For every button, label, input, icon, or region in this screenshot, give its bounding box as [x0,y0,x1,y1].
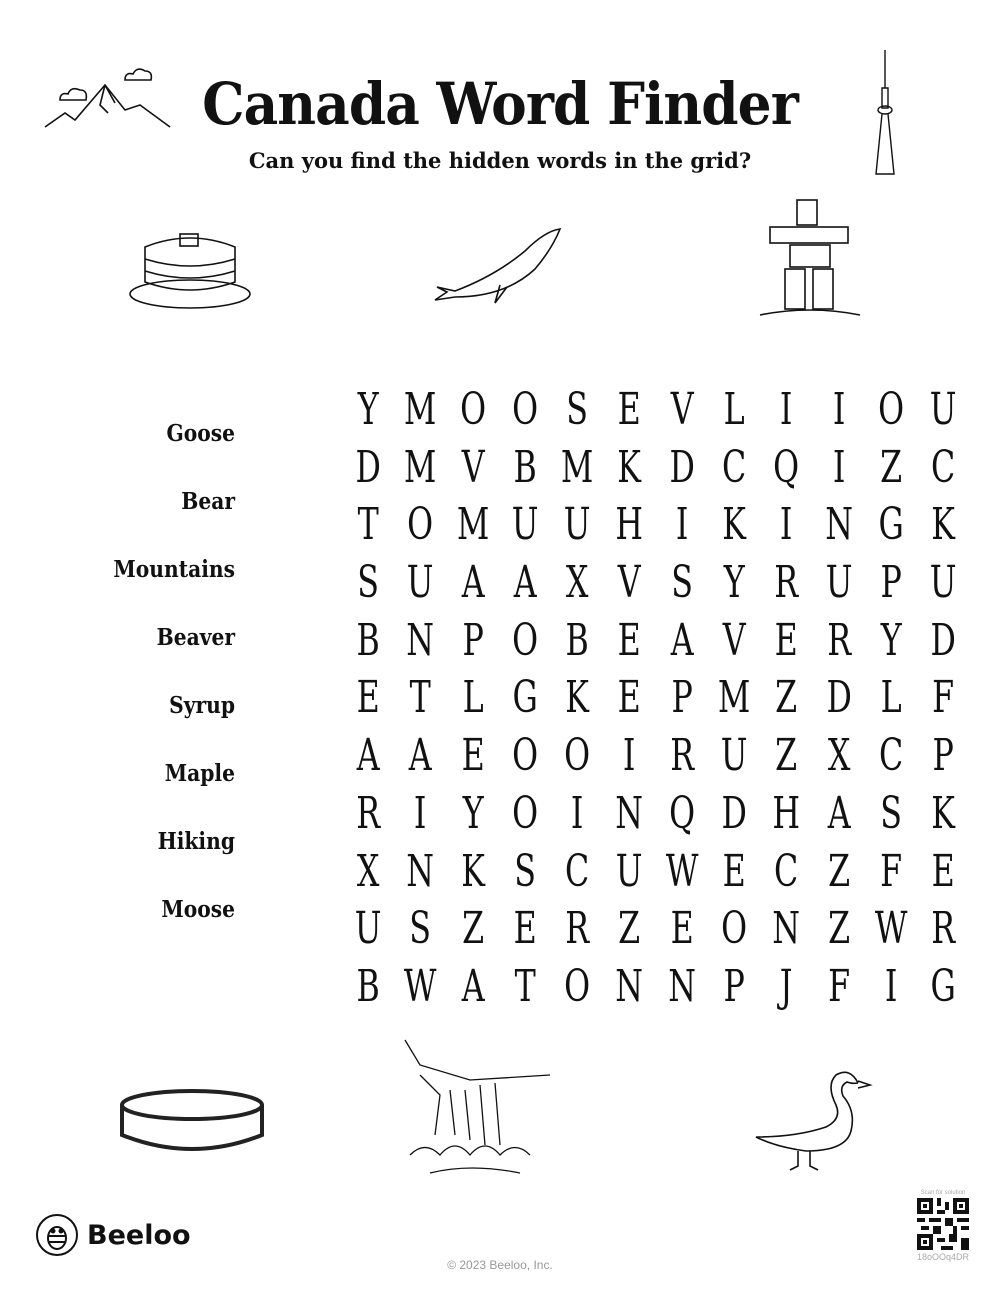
grid-letter[interactable]: N [615,787,644,839]
grid-letter[interactable]: I [780,384,793,435]
grid-letter[interactable]: K [931,499,956,551]
grid-letter[interactable]: N [772,903,801,955]
grid-letter[interactable]: K [617,441,642,493]
grid-letter[interactable]: D [826,672,852,724]
grid-letter[interactable]: C [565,845,590,897]
grid-letter[interactable]: E [618,384,642,435]
grid-letter[interactable]: E [356,672,380,724]
grid-letter[interactable]: P [880,557,902,609]
grid-letter[interactable]: M [456,499,489,551]
grid-letter[interactable]: R [826,614,851,666]
goose-icon [748,1063,873,1173]
grid-letter[interactable]: W [874,903,908,955]
word-list-item: Syrup [169,692,235,719]
grid-letter[interactable]: Y [880,614,902,666]
grid-letter[interactable]: R [931,903,956,955]
letter-grid [342,385,970,1020]
grid-letter[interactable]: E [931,845,955,897]
grid-letter[interactable]: E [722,845,746,897]
grid-letter[interactable]: A [827,787,851,839]
grid-letter[interactable]: O [459,384,486,435]
grid-letter[interactable]: N [615,960,644,1012]
word-list-item: Maple [164,760,235,787]
grid-letter[interactable]: O [512,614,539,666]
grid-letter[interactable]: P [932,730,955,782]
page-title: Canada Word Finder [202,70,798,138]
grid-letter[interactable]: P [671,672,693,724]
bee-icon [35,1213,79,1257]
grid-letter[interactable]: Z [618,903,641,955]
grid-letter[interactable]: M [404,384,437,435]
grid-letter[interactable]: N [406,845,435,897]
grid-letter[interactable]: A [356,730,380,782]
grid-letter[interactable]: S [514,845,536,897]
grid-letter[interactable]: A [670,614,694,666]
grid-letter[interactable]: G [512,672,538,724]
grid-letter[interactable]: U [930,557,957,609]
grid-letter[interactable]: A [461,960,485,1012]
grid-letter[interactable]: Z [827,845,850,897]
grid-letter[interactable]: G [930,960,957,1012]
grid-letter[interactable]: C [722,441,747,493]
grid-letter[interactable]: B [513,441,537,493]
word-list [60,420,235,964]
grid-letter[interactable]: G [878,499,904,551]
word-list-item: Goose [166,420,235,447]
grid-letter[interactable]: O [407,499,434,551]
grid-letter[interactable]: Q [773,441,800,493]
grid-letter[interactable]: I [623,730,636,782]
grid-letter[interactable]: E [461,730,485,782]
grid-letter[interactable]: M [561,441,594,493]
grid-letter[interactable]: A [408,730,432,782]
grid-letter[interactable]: F [932,672,955,724]
grid-letter[interactable]: O [512,730,539,782]
grid-letter[interactable]: C [878,730,904,782]
grid-letter[interactable]: D [355,441,381,493]
grid-letter[interactable]: L [723,384,745,435]
grid-letter[interactable]: U [616,845,643,897]
grid-letter[interactable]: M [717,672,751,724]
grid-letter[interactable]: V [461,441,485,493]
grid-letter[interactable]: Y [723,557,745,609]
grid-letter[interactable]: H [772,787,801,839]
grid-letter[interactable]: N [824,499,853,551]
grid-letter[interactable]: V [722,614,746,666]
grid-letter[interactable]: R [669,730,694,782]
grid-letter[interactable]: Z [461,903,484,955]
grid-letter[interactable]: K [565,672,590,724]
grid-letter[interactable]: O [512,384,539,435]
solution-qr[interactable] [912,1190,974,1262]
grid-letter[interactable]: I [884,960,898,1012]
grid-letter[interactable]: I [832,384,846,435]
grid-letter[interactable]: I [832,441,846,493]
grid-letter[interactable]: R [565,903,590,955]
grid-letter[interactable]: A [461,557,485,609]
grid-letter[interactable]: L [880,672,902,724]
grid-letter[interactable]: D [721,787,747,839]
grid-letter[interactable]: R [774,557,799,609]
hockey-puck-icon [115,1085,270,1160]
grid-letter[interactable]: K [722,499,747,551]
word-list-item: Bear [181,488,235,515]
grid-letter[interactable]: B [565,614,589,666]
grid-letter[interactable]: L [462,672,484,724]
grid-letter[interactable]: K [931,787,956,839]
grid-letter[interactable]: O [564,960,591,1012]
copyright: © 2023 Beeloo, Inc. [447,1258,553,1272]
grid-letter[interactable]: F [880,845,903,897]
grid-letter[interactable]: Y [357,384,379,435]
grid-letter[interactable]: N [406,614,435,666]
grid-letter[interactable]: Z [880,441,903,493]
qr-code-id: 18oOOq4DR [916,1252,970,1262]
grid-letter[interactable]: O [564,730,591,782]
grid-letter[interactable]: U [407,557,434,609]
grid-letter[interactable]: K [460,845,485,897]
grid-letter[interactable]: M [404,441,437,493]
grid-letter[interactable]: I [780,499,793,551]
grid-letter[interactable]: C [774,845,799,897]
grid-letter[interactable]: W [404,960,437,1012]
grid-letter[interactable]: I [675,499,689,551]
grid-letter[interactable]: T [357,499,379,551]
pancakes-icon [125,222,255,312]
grid-letter[interactable]: U [930,384,957,435]
grid-letter[interactable]: H [615,499,644,551]
grid-letter[interactable]: I [571,787,584,839]
grid-letter[interactable]: F [827,960,850,1012]
grid-letter[interactable]: U [354,903,382,955]
grid-letter[interactable]: Z [827,903,850,955]
grid-letter[interactable]: B [356,960,380,1012]
grid-letter[interactable]: S [357,557,379,609]
grid-letter[interactable]: Y [462,787,484,839]
grid-letter[interactable]: Z [775,672,798,724]
whale-icon [430,225,570,310]
grid-letter[interactable]: O [512,787,539,839]
grid-letter[interactable]: N [668,960,696,1012]
grid-letter[interactable]: X [356,845,380,897]
grid-letter[interactable]: X [566,557,589,609]
grid-letter[interactable]: S [566,384,589,435]
word-list-item: Hiking [157,828,235,855]
grid-letter[interactable]: S [409,903,432,955]
grid-letter[interactable]: P [462,614,484,666]
qr-code-icon [917,1198,969,1250]
waterfall-icon [400,1035,555,1175]
grid-letter[interactable]: V [618,557,642,609]
grid-letter[interactable]: T [514,960,536,1012]
grid-letter[interactable]: D [669,441,695,493]
grid-letter[interactable]: A [513,557,537,609]
grid-letter[interactable]: E [670,903,694,955]
grid-letter[interactable]: E [774,614,799,666]
grid-letter[interactable]: U [511,499,539,551]
grid-letter[interactable]: X [827,730,851,782]
word-list-item: Moose [161,896,235,923]
grid-letter[interactable]: S [671,557,693,609]
word-list-item: Beaver [156,624,235,651]
grid-letter[interactable]: R [356,787,381,839]
grid-letter[interactable]: U [563,499,591,551]
grid-letter[interactable]: S [880,787,902,839]
page-subtitle: Can you find the hidden words in the grid? [248,148,752,173]
grid-letter[interactable]: U [825,557,853,609]
grid-letter[interactable]: V [670,384,694,435]
grid-letter[interactable]: E [618,672,642,724]
grid-letter[interactable]: C [931,441,956,493]
grid-letter[interactable]: Z [775,730,798,782]
grid-letter[interactable]: W [665,845,699,897]
grid-letter[interactable]: J [780,960,793,1012]
grid-letter[interactable]: U [720,730,748,782]
grid-letter[interactable]: I [414,787,427,839]
grid-letter[interactable]: B [356,614,380,666]
grid-letter[interactable]: O [721,903,748,955]
qr-caption: Scan for solution [920,1190,966,1196]
grid-letter[interactable]: T [409,672,432,724]
grid-letter[interactable]: P [723,960,745,1012]
inukshuk-icon [755,195,865,325]
grid-letter[interactable]: E [513,903,537,955]
brand-name: Beeloo [87,1219,191,1251]
beeloo-logo [35,1213,191,1257]
grid-letter[interactable]: D [930,614,957,666]
grid-letter[interactable]: E [618,614,642,666]
word-list-item: Mountains [113,556,235,583]
grid-letter[interactable]: O [878,384,905,435]
grid-letter[interactable]: Q [668,787,695,839]
